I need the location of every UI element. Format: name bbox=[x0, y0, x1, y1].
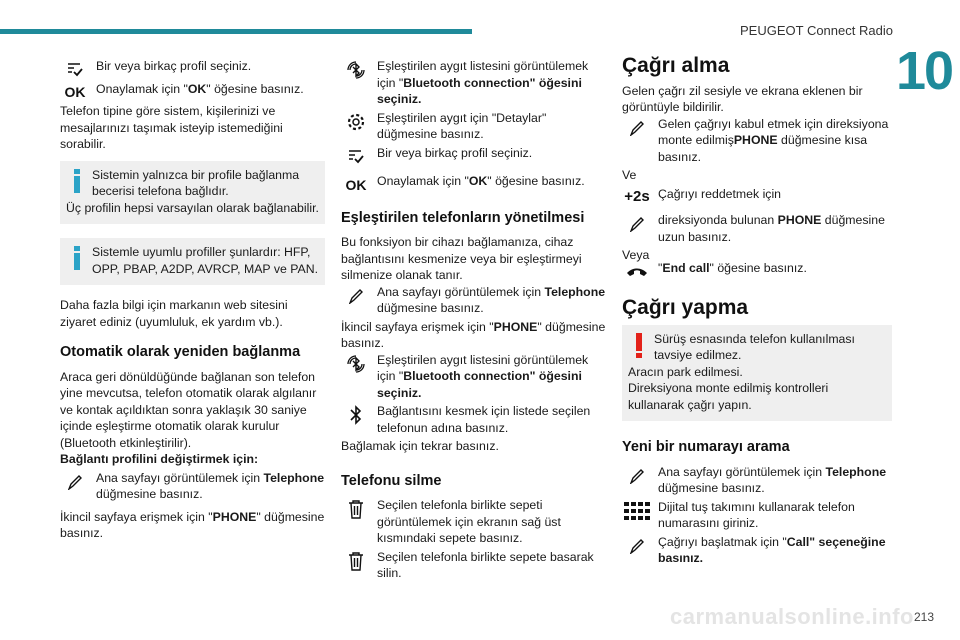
warning-box bbox=[622, 325, 892, 422]
column-3 bbox=[622, 54, 892, 573]
long-press-icon: +2s bbox=[624, 188, 650, 206]
step-confirm-ok bbox=[60, 81, 325, 101]
info-text: Üç profilin hepsi varsayılan olarak bağlanabilir. bbox=[66, 200, 319, 215]
paragraph: Bağlamak için tekrar basınız. bbox=[341, 439, 499, 453]
step-long-press bbox=[622, 212, 892, 245]
pencil-icon bbox=[60, 471, 90, 493]
info-text: Sistemin yalnızca bir profile bağlanma becerisi telefona bağlıdır. bbox=[92, 167, 300, 198]
step-reject bbox=[622, 186, 892, 206]
step-text: " bbox=[658, 260, 663, 275]
step-text: Eşleştirilen aygıt listesini görüntülemek için " bbox=[377, 59, 589, 90]
warning-text: Aracın park edilmesi. bbox=[628, 364, 743, 379]
chapter-number: 10 bbox=[896, 41, 953, 101]
step-text: " öğesine basınız. bbox=[206, 81, 304, 96]
step-confirm-ok bbox=[341, 173, 606, 193]
checklist-icon bbox=[341, 146, 371, 168]
watermark: carmanualsonline.info bbox=[670, 604, 914, 629]
step-bold: Call" seçeneğine basınız. bbox=[658, 534, 886, 565]
section-title: Çağrı alma bbox=[622, 54, 730, 77]
hang-up-icon bbox=[622, 261, 652, 283]
bluetooth-search-icon bbox=[341, 59, 371, 81]
step-select-profile bbox=[60, 58, 325, 75]
step-text: Çağrıyı başlatmak için " bbox=[658, 534, 787, 549]
section-heading: Yeni bir numarayı arama bbox=[622, 439, 790, 455]
info-box bbox=[60, 161, 325, 225]
paragraph bbox=[60, 509, 325, 542]
step-bold: End call bbox=[662, 260, 710, 275]
paragraph: Veya bbox=[622, 248, 650, 262]
step-text: Ana sayfayı görüntülemek için bbox=[96, 470, 264, 485]
step-disconnect bbox=[341, 403, 606, 436]
step-text: " öğesine basınız. bbox=[709, 260, 807, 275]
text-bold: PHONE bbox=[212, 509, 257, 524]
step-bluetooth bbox=[341, 352, 606, 402]
trash-icon bbox=[341, 498, 371, 520]
step-text: Ana sayfayı görüntülemek için bbox=[658, 464, 826, 479]
column-2 bbox=[341, 58, 606, 588]
trash-icon bbox=[341, 550, 371, 572]
paragraph: Gelen çağrı zil sesiyle ve ekrana eklenen bir görüntüyle bildirilir. bbox=[622, 83, 863, 114]
step-bold: OK bbox=[187, 81, 207, 96]
text: " düğmesine basınız. bbox=[341, 319, 606, 350]
text: " düğmesine basınız. bbox=[60, 509, 325, 540]
step-telephone bbox=[60, 470, 325, 503]
warning-text: Direksiyona monte edilmiş kontrolleri kullanarak çağrı yapın. bbox=[628, 381, 829, 412]
bluetooth-icon bbox=[341, 404, 371, 426]
pencil-icon bbox=[622, 117, 652, 139]
page-number: 213 bbox=[914, 610, 935, 624]
step-bold: Telephone bbox=[263, 470, 325, 485]
step-bold: Telephone bbox=[544, 284, 606, 299]
step-text: " öğesine basınız. bbox=[487, 174, 585, 188]
ok-icon: OK bbox=[64, 84, 86, 101]
step-bold: OK bbox=[468, 174, 488, 188]
info-box bbox=[60, 238, 325, 285]
section-heading: Otomatik olarak yeniden bağlanma bbox=[60, 344, 301, 360]
step-text: düğmesine kısa basınız. bbox=[658, 133, 868, 164]
pencil-icon bbox=[622, 213, 652, 235]
bluetooth-search-icon bbox=[341, 353, 371, 375]
info-icon bbox=[74, 246, 80, 270]
section-heading: Eşleştirilen telefonların yönetilmesi bbox=[341, 209, 585, 226]
step-bold: PHONE bbox=[777, 213, 822, 227]
step-telephone bbox=[341, 284, 606, 317]
paragraph: Telefon tipine göre sistem, kişilerinizi ve mesajlarınızı taşımak isteyip istemediğini sorabilir. bbox=[60, 104, 283, 151]
info-text: Sistemle uyumlu profiller şunlardır: HFP, OPP, PBAP, A2DP, AVRCP, MAP ve PAN. bbox=[92, 245, 319, 276]
step-bold: Bluetooth connection" öğesini seçiniz. bbox=[377, 75, 582, 106]
paragraph bbox=[341, 319, 606, 352]
section-title: Çağrı yapma bbox=[622, 296, 749, 319]
step-bold: Bluetooth connection" öğesini seçiniz. bbox=[377, 369, 582, 400]
step-text: Eşleştirilen aygıt listesini görüntülemek için " bbox=[377, 352, 589, 383]
info-icon bbox=[74, 169, 80, 193]
step-text: düğmesine basınız. bbox=[377, 301, 484, 315]
step-text: Bağlantısını kesmek için listede seçilen telefonun adına basınız. bbox=[377, 404, 591, 435]
column-1 bbox=[60, 58, 325, 542]
text: İkincil sayfaya erişmek için " bbox=[341, 319, 494, 334]
step-text: Gelen çağrıyı kabul etmek için direksiyona monte edilmiş bbox=[658, 116, 889, 147]
step-telephone bbox=[622, 464, 892, 497]
header-title: PEUGEOT Connect Radio bbox=[740, 23, 893, 38]
paragraph: Bu fonksiyon bir cihazı bağlamanıza, cihaz bağlantısını kesmenize veya bir eşleştirmeyi silmenize olanak tanır. bbox=[341, 235, 582, 282]
pencil-icon bbox=[622, 465, 652, 487]
step-text: Dijital tuş takımını kullanarak telefon numarasını giriniz. bbox=[658, 499, 855, 530]
header-accent-bar bbox=[0, 29, 472, 34]
step-bluetooth bbox=[341, 58, 606, 108]
step-end-call bbox=[622, 260, 892, 277]
checklist-icon bbox=[60, 59, 90, 81]
text-bold: PHONE bbox=[493, 319, 538, 334]
step-text: Seçilen telefonla birlikte sepete basarak silin. bbox=[377, 549, 594, 580]
step-text: Onaylamak için " bbox=[96, 81, 188, 96]
step-call bbox=[622, 534, 892, 567]
step-text: Çağrıyı reddetmek için bbox=[658, 186, 782, 201]
step-accept bbox=[622, 116, 892, 166]
gear-icon bbox=[341, 111, 371, 133]
step-bold: Telephone bbox=[825, 464, 887, 479]
pencil-icon bbox=[622, 535, 652, 557]
step-bold: PHONE bbox=[733, 133, 778, 147]
step-text: Eşleştirilen aygıt için "Detaylar" düğmesine basınız. bbox=[377, 110, 547, 141]
warning-icon bbox=[636, 333, 642, 359]
step-text: direksiyonda bulunan bbox=[658, 213, 778, 227]
step-basket bbox=[341, 497, 606, 547]
ok-icon: OK bbox=[345, 176, 367, 193]
step-keypad bbox=[622, 499, 892, 532]
paragraph: Ve bbox=[622, 168, 637, 182]
paragraph: Araca geri dönüldüğünde bağlanan son telefon yine mevcutsa, telefon otomatik olarak algılanır ve kontak açıldıktan sonra yaklaşık 30 saniye içinde eşleştirme otomatik olarak kurulur (Bluetooth etkinleştirilir). bbox=[60, 369, 317, 450]
step-text: Bir veya birkaç profil seçiniz. bbox=[377, 145, 533, 160]
step-text: Seçilen telefonla birlikte sepeti görüntülemek için ekranın sağ üst kısmındaki sepete basınız. bbox=[377, 498, 561, 545]
step-text: düğmesine basınız. bbox=[96, 487, 203, 501]
pencil-icon bbox=[341, 285, 371, 307]
step-details bbox=[341, 110, 606, 143]
paragraph-bold: Bağlantı profilini değiştirmek için: bbox=[60, 452, 259, 466]
step-delete bbox=[341, 549, 606, 582]
step-text: düğmesine uzun basınız. bbox=[658, 213, 885, 244]
step-text: Bir veya birkaç profil seçiniz. bbox=[96, 59, 252, 73]
section-heading: Telefonu silme bbox=[341, 472, 442, 489]
warning-text: Sürüş esnasında telefon kullanılması tavsiye edilmez. bbox=[654, 331, 855, 362]
step-select-profile bbox=[341, 145, 606, 162]
step-text: Ana sayfayı görüntülemek için bbox=[377, 284, 545, 299]
paragraph: Daha fazla bilgi için markanın web sitesini ziyaret ediniz (uyumluluk, ek yardım vb.). bbox=[60, 298, 288, 329]
step-text: Onaylamak için " bbox=[377, 174, 469, 188]
text: İkincil sayfaya erişmek için " bbox=[60, 509, 213, 524]
keypad-icon bbox=[622, 500, 652, 522]
step-text: düğmesine basınız. bbox=[658, 481, 765, 495]
